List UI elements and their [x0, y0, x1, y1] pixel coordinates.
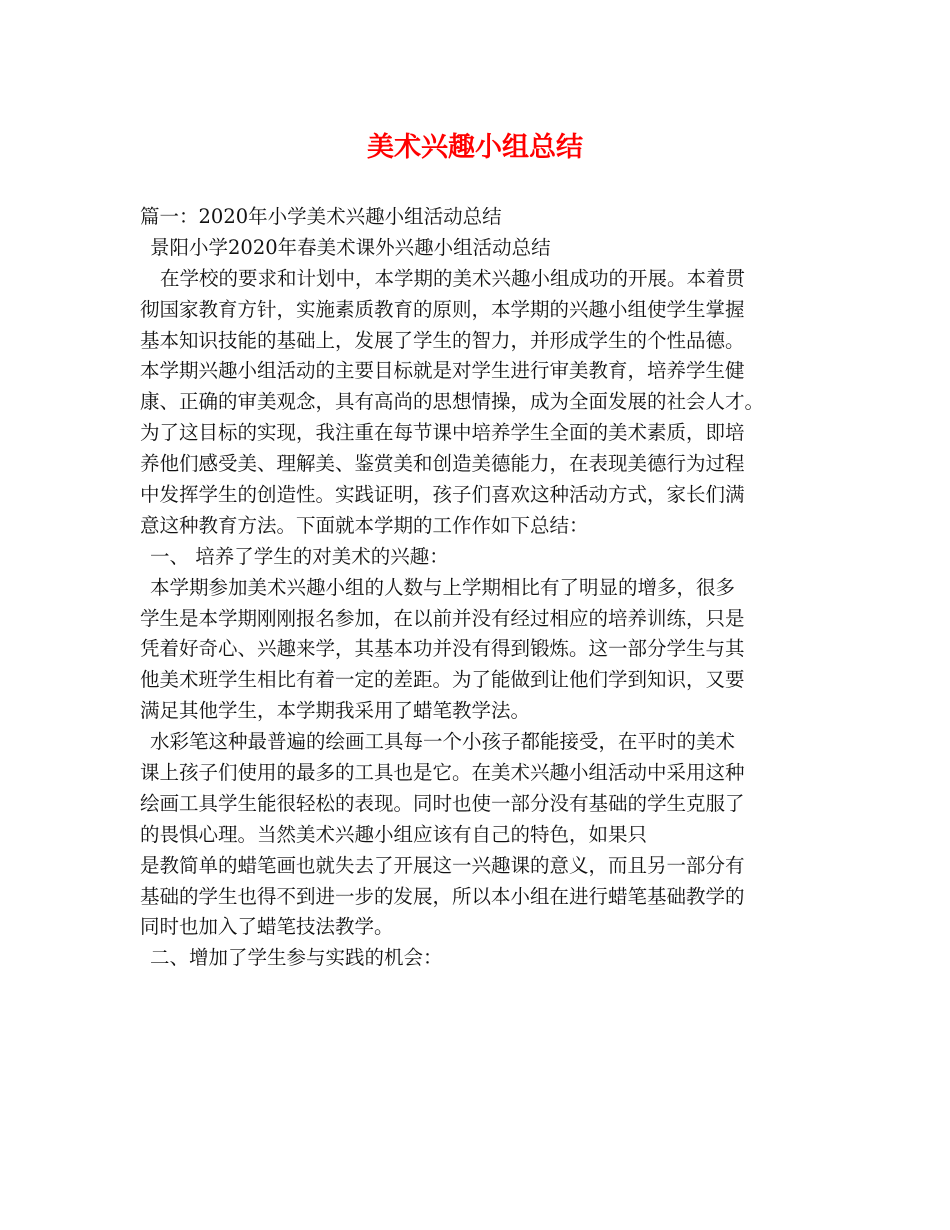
section-heading-1: 篇一：2020年小学美术兴趣小组活动总结 — [140, 205, 502, 228]
paragraph-line: 中发挥学生的创造性。实践证明，孩子们喜欢这种活动方式，家长们满 — [140, 483, 745, 507]
paragraph-line: 绘画工具学生能很轻松的表现。同时也使一部分没有基础的学生克服了 — [140, 791, 745, 815]
paragraph-line: 本学期兴趣小组活动的主要目标就是对学生进行审美教育，培养学生健 — [140, 359, 745, 383]
paragraph-line: 本学期参加美术兴趣小组的人数与上学期相比有了明显的增多，很多 — [150, 575, 736, 599]
paragraph-line: 康、正确的审美观念，具有高尚的思想情操，成为全面发展的社会人才。 — [140, 390, 765, 414]
paragraph-line: 彻国家教育方针，实施素质教育的原则，本学期的兴趣小组使学生掌握 — [140, 297, 745, 321]
paragraph-line: 水彩笔这种最普遍的绘画工具每一个小孩子都能接受，在平时的美术 — [150, 730, 736, 754]
document-title: 美术兴趣小组总结 — [367, 132, 583, 163]
paragraph-line: 的畏惧心理。当然美术兴趣小组应该有自己的特色，如果只 — [140, 822, 648, 846]
section-heading-3: 二、增加了学生参与实践的机会： — [150, 946, 443, 970]
paragraph-line: 同时也加入了蜡笔技法教学。 — [140, 915, 394, 939]
paragraph-line: 在学校的要求和计划中，本学期的美术兴趣小组成功的开展。本着贯 — [160, 266, 746, 290]
subtitle-line: 景阳小学2020年春美术课外兴趣小组活动总结 — [150, 235, 551, 259]
paragraph-line: 为了这目标的实现，我注重在每节课中培养学生全面的美术素质，即培 — [140, 421, 745, 445]
paragraph-line: 学生是本学期刚刚报名参加，在以前并没有经过相应的培养训练，只是 — [140, 606, 745, 630]
document-body — [140, 202, 830, 974]
paragraph-line: 凭着好奇心、兴趣来学，其基本功并没有得到锻炼。这一部分学生与其 — [140, 637, 745, 661]
paragraph-line: 是教简单的蜡笔画也就失去了开展这一兴趣课的意义，而且另一部分有 — [140, 853, 745, 877]
paragraph-line: 养他们感受美、理解美、鉴赏美和创造美德能力，在表现美德行为过程 — [140, 452, 745, 476]
paragraph-line: 意这种教育方法。下面就本学期的工作作如下总结： — [140, 513, 589, 537]
paragraph-line: 课上孩子们使用的最多的工具也是它。在美术兴趣小组活动中采用这种 — [140, 761, 745, 785]
paragraph-line: 满足其他学生，本学期我采用了蜡笔教学法。 — [140, 699, 531, 723]
paragraph-line: 他美术班学生相比有着一定的差距。为了能做到让他们学到知识，又要 — [140, 668, 745, 692]
section-heading-2: 一、 培养了学生的对美术的兴趣： — [150, 544, 449, 568]
paragraph-line: 基本知识技能的基础上，发展了学生的智力，并形成学生的个性品德。 — [140, 328, 745, 352]
paragraph-line: 基础的学生也得不到进一步的发展，所以本小组在进行蜡笔基础教学的 — [140, 884, 745, 908]
